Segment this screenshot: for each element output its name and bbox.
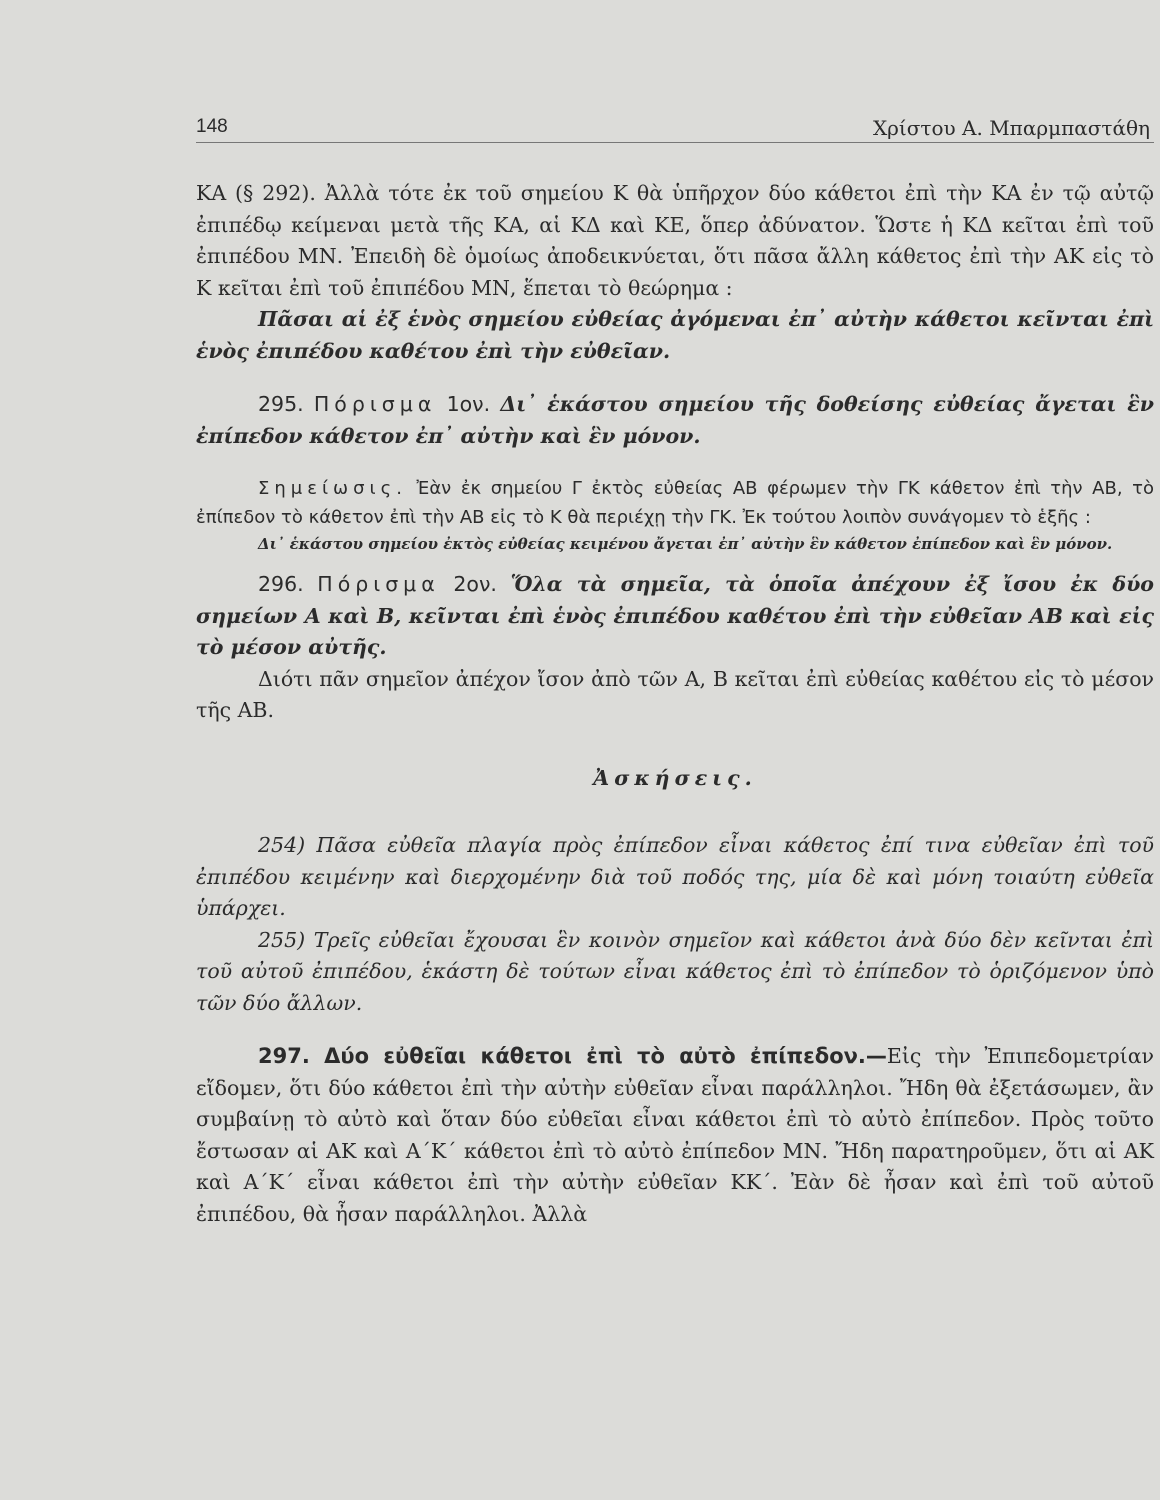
corollary-295 <box>196 389 1154 452</box>
corollary-295-label: Πόρισμα <box>313 392 437 416</box>
page-number: 148 <box>196 116 228 137</box>
section-297-heading: 297. Δύο εὐθεῖαι κάθετοι ἐπὶ τὸ αὐτὸ ἐπίπεδον.— <box>258 1044 887 1068</box>
section-297-text: Εἰς τὴν Ἐπιπεδομετρίαν εἴδομεν, ὅτι δύο κάθετοι ἐπὶ τὴν αὐτὴν εὐθεῖαν εἶναι παράλληλοι. Ἤδη θὰ ἐξετάσωμεν, ἂν συμβαίνῃ τὸ αὐτὸ καὶ ὅταν δύο εὐθεῖαι εἶναι κάθετοι ἐπὶ τὸ αὐτὸ ἐπίπεδον. Πρὸς τοῦτο ἔστωσαν αἱ ΑΚ καὶ Α΄Κ΄ κάθετοι ἐπὶ τὸ αὐτὸ ἐπίπεδον ΜΝ. Ἤδη παρατηροῦμεν, ὅτι αἱ ΑΚ καὶ Α΄Κ΄ εἶναι κάθετοι ἐπὶ τὴν αὐτὴν εὐθεῖαν ΚΚ΄. Ἐὰν δὲ ἦσαν καὶ ἐπὶ τοῦ αὐτοῦ ἐπιπέδου, θὰ ἦσαν παράλληλοι. Ἀλλὰ <box>196 1044 1154 1226</box>
corollary-296-statement: Ὅλα τὰ σημεῖα, τὰ ὁποῖα ἀπέχουν ἐξ ἴσου ἐκ δύο σημείων Α καὶ Β, κεῖνται ἐπὶ ἑνὸς ἐπιπέδου καθέτου ἐπὶ τὴν εὐθεῖαν ΑΒ καὶ εἰς τὸ μέσον αὐτῆς. <box>196 572 1154 659</box>
exercise-255: 255) Τρεῖς εὐθεῖαι ἔχουσαι ἓν κοινὸν σημεῖον καὶ κάθετοι ἀνὰ δύο δὲν κεῖνται ἐπὶ τοῦ αὐτοῦ ἐπιπέδου, ἑκάστη δὲ τούτων εἶναι κάθετος ἐπὶ τὸ ἐπίπεδον τὸ ὁριζόμενον ὑπὸ τῶν δύο ἄλλων. <box>196 927 1154 1015</box>
corollary-295-number: 295. <box>258 392 304 416</box>
corollary-296-number: 296. <box>258 572 304 596</box>
corollary-296-label: Πόρισμα <box>317 572 440 596</box>
exercises-heading: Ἀσκήσεις. <box>593 765 757 790</box>
note-conclusion: Δι᾿ ἑκάστου σημείου ἐκτὸς εὐθείας κειμένου ἄγεται ἐπ᾿ αὐτὴν ἓν κάθετον ἐπίπεδον καὶ ἓν μόνον. <box>258 535 1113 553</box>
theorem-statement: Πᾶσαι αἱ ἐξ ἑνὸς σημείου εὐθείας ἀγόμεναι ἐπ᾿ αὐτὴν κάθετοι κεῖνται ἐπὶ ἑνὸς ἐπιπέδου καθέτου ἐπὶ τὴν εὐθεῖαν. <box>196 307 1154 363</box>
note-paragraph <box>196 474 1154 532</box>
corollary-296-ordinal: 2ον. <box>453 572 497 596</box>
corollary-295-statement: Δι᾿ ἑκάστου σημείου τῆς δοθείσης εὐθείας ἄγεται ἓν ἐπίπεδον κάθετον ἐπ᾿ αὐτὴν καὶ ἓν μόνον. <box>196 392 1154 448</box>
corollary-296 <box>196 569 1154 664</box>
exercise-254: 254) Πᾶσα εὐθεῖα πλαγία πρὸς ἐπίπεδον εἶναι κάθετος ἐπί τινα εὐθεῖαν ἐπὶ τοῦ ἐπιπέδου κειμένην καὶ διερχομένην διὰ τοῦ ποδός της, μία δὲ καὶ μόνη τοιαύτη εὐθεῖα ὑπάρχει. <box>196 833 1154 920</box>
corollary-296-proof: Διότι πᾶν σημεῖον ἀπέχον ἴσον ἀπὸ τῶν Α, Β κεῖται ἐπὶ εὐθείας καθέτου εἰς τὸ μέσον τῆς ΑΒ. <box>196 666 1154 722</box>
note-label: Σημείωσις. <box>258 478 407 499</box>
running-title: Χρίστου Α. Μπαρμπαστάθη <box>872 116 1150 140</box>
section-297 <box>196 1041 1154 1230</box>
paragraph-proof-continuation: ΚΑ (§ 292). Ἀλλὰ τότε ἐκ τοῦ σημείου Κ θὰ ὑπῆρχον δύο κάθετοι ἐπὶ τὴν ΚΑ ἐν τῷ αὐτῷ ἐπιπέδῳ κείμεναι μετὰ τῆς ΚΑ, αἱ ΚΔ καὶ ΚΕ, ὅπερ ἀδύνατον. Ὥστε ἡ ΚΔ κεῖται ἐπὶ τοῦ ἐπιπέδου ΜΝ. Ἐπειδὴ δὲ ὁμοίως ἀποδεικνύεται, ὅτι πᾶσα ἄλλη κάθετος ἐπὶ τὴν ΑΚ εἰς τὸ Κ κεῖται ἐπὶ τοῦ ἐπιπέδου ΜΝ, ἕπεται τὸ θεώρημα : <box>196 181 1154 300</box>
note-text: Ἐὰν ἐκ σημείου Γ ἐκτὸς εὐθείας ΑΒ φέρωμεν τὴν ΓΚ κάθετον ἐπὶ τὴν ΑΒ, τὸ ἐπίπεδον τὸ κάθετον ἐπὶ τὴν ΑΒ εἰς τὸ Κ θὰ περιέχῃ τὴν ΓΚ. Ἐκ τούτου λοιπὸν συνάγομεν τὸ ἑξῆς : <box>196 478 1154 528</box>
page-body <box>196 178 1154 1230</box>
corollary-295-ordinal: 1ον. <box>446 392 491 416</box>
page-header <box>196 112 1154 143</box>
